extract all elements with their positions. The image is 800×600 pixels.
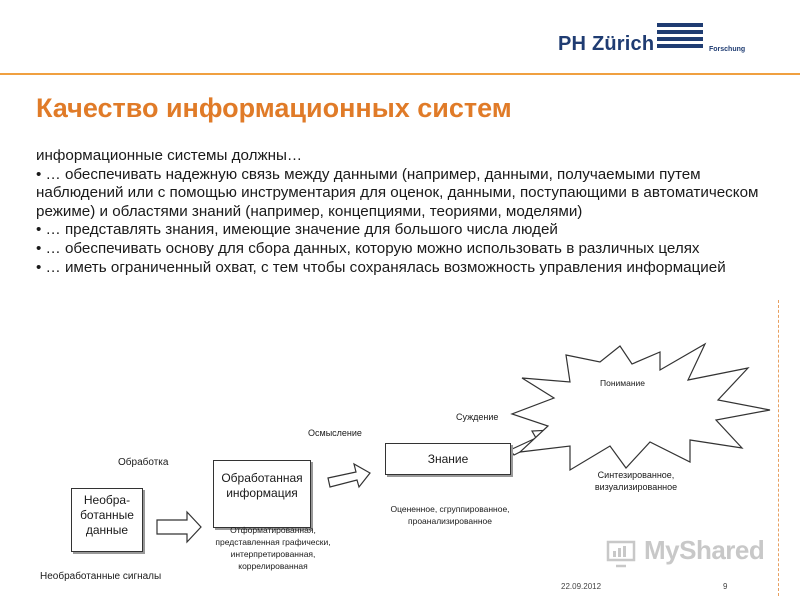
watermark-text: MyShared <box>644 535 765 565</box>
bullet-item: • … представлять знания, имеющие значение для большого числа людей <box>36 221 558 239</box>
raw-signals-label: Необработанные сигналы <box>40 571 162 582</box>
slide-title: Качество информационных систем <box>36 93 512 123</box>
body-intro: информационные системы должны… <box>36 147 303 164</box>
knowledge-desc: Оцененное, сгруппированное, проанализированное <box>390 504 510 526</box>
arrow-processing-icon <box>157 512 201 542</box>
processed-info-box: Обработанная информация <box>213 460 311 528</box>
bullet-item: • … обеспечивать надежную связь между данными (например, данными, получаемыми путем наблюдений или с помощью инструментария для оценок, данными, поступающими в автоматическом режиме) и областями знаний (например, концепциями, теориями, моделями) <box>36 165 759 220</box>
raw-data-box: Необра-ботанные данные <box>71 488 143 552</box>
footer-date: 22.09.2012 <box>561 582 602 591</box>
processing-label: Обработка <box>118 457 169 468</box>
myshared-logo-icon <box>606 538 640 568</box>
knowledge-box: Знание <box>385 443 511 475</box>
understanding-label: Понимание <box>600 378 646 388</box>
understanding-desc: Синтезированное, визуализированное <box>594 470 678 492</box>
logo-subtitle: Forschung <box>709 46 746 53</box>
arrow-understanding-icon <box>328 464 370 487</box>
bullet-item: • … обеспечивать основу для сбора данных, которую можно использовать в различных целях <box>36 239 700 257</box>
comprehension-label: Осмысление <box>308 428 362 438</box>
judgement-label: Суждение <box>456 412 499 422</box>
ph-zurich-logo-text: PH Zürich <box>558 33 655 55</box>
bullet-item: • … иметь ограниченный охват, с тем чтобы сохранялась возможность управления информацией <box>36 258 726 276</box>
page-number: 9 <box>723 582 728 591</box>
understanding-starburst <box>512 344 770 470</box>
processed-desc: Отформатированная, представленная графически, интерпретированная, коррелированная <box>215 525 331 571</box>
